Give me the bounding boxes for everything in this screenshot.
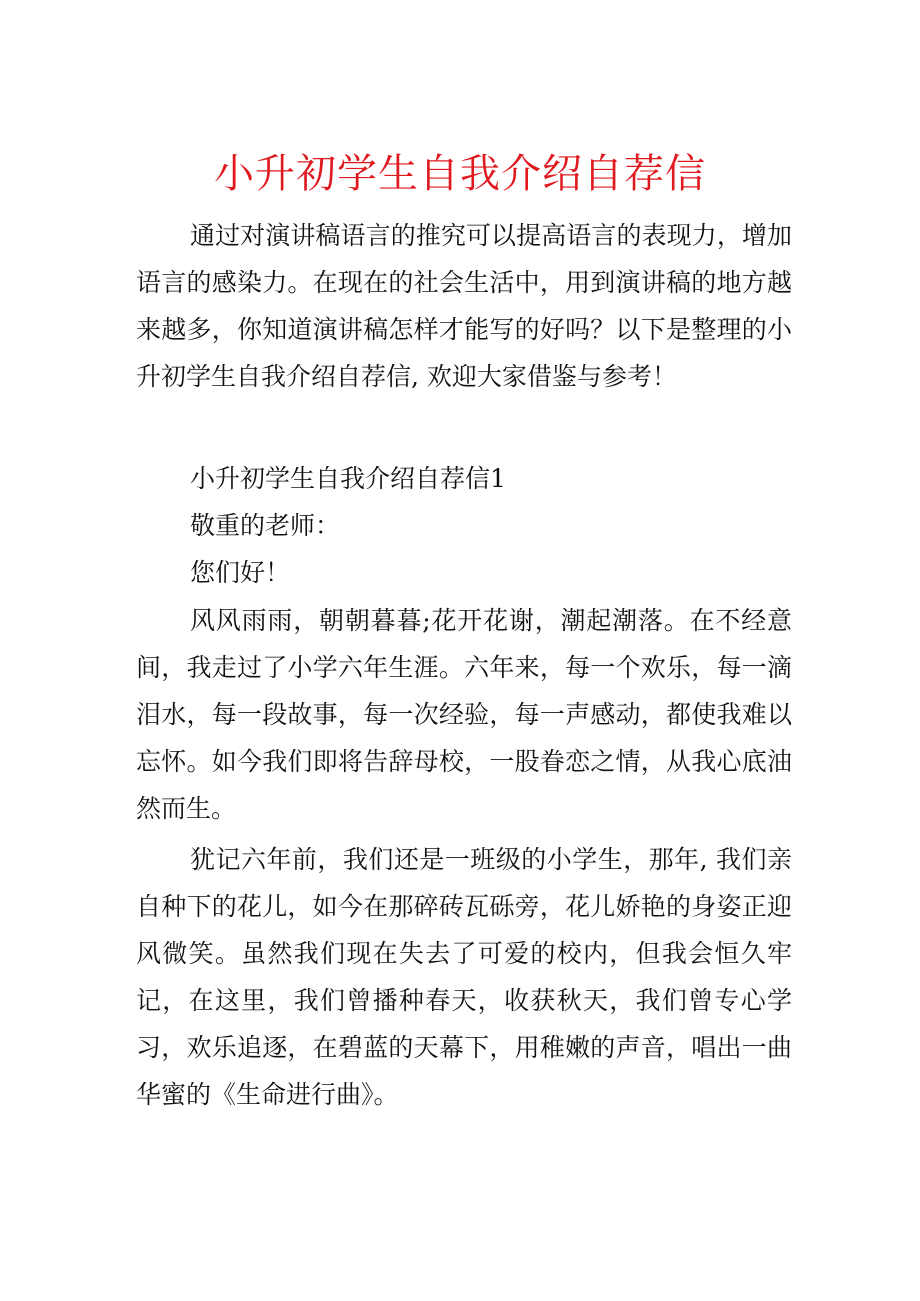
- section-heading: 小升初学生自我介绍自荐信1: [190, 464, 506, 493]
- body-paragraph-2: 犹记六年前，我们还是一班级的小学生，那年, 我们亲自种下的花儿，如今在那碎砖瓦砾旁，花儿娇艳的身姿正迎风微笑。虽然我们现在失去了可爱的校内，但我会恒久牢记，在这里，我们曾播种春天，收获秋天，我们曾专心学习，欢乐追逐，在碧蓝的天幕下，用稚嫩的声音，唱出一曲华蜜的《生命进行曲》。: [136, 845, 792, 1109]
- body-paragraph-1: 风风雨雨，朝朝暮暮;花开花谢，潮起潮落。在不经意间，我走过了小学六年生涯。六年来，每一个欢乐，每一滴泪水，每一段故事，每一次经验，每一声感动，都使我难以忘怀。如今我们即将告辞母校，一股眷恋之情，从我心底油然而生。: [136, 606, 792, 823]
- salutation: 敬重的老师：: [190, 511, 341, 540]
- intro-paragraph: 通过对演讲稿语言的推究可以提高语言的表现力，增加语言的感染力。在现在的社会生活中，用到演讲稿的地方越来越多，你知道演讲稿怎样才能写的好吗？以下是整理的小升初学生自我介绍自荐信, 欢迎大家借鉴与参考！: [136, 221, 792, 391]
- document-title: 小升初学生自我介绍自荐信: [214, 151, 706, 197]
- greeting: 您们好！: [190, 558, 291, 587]
